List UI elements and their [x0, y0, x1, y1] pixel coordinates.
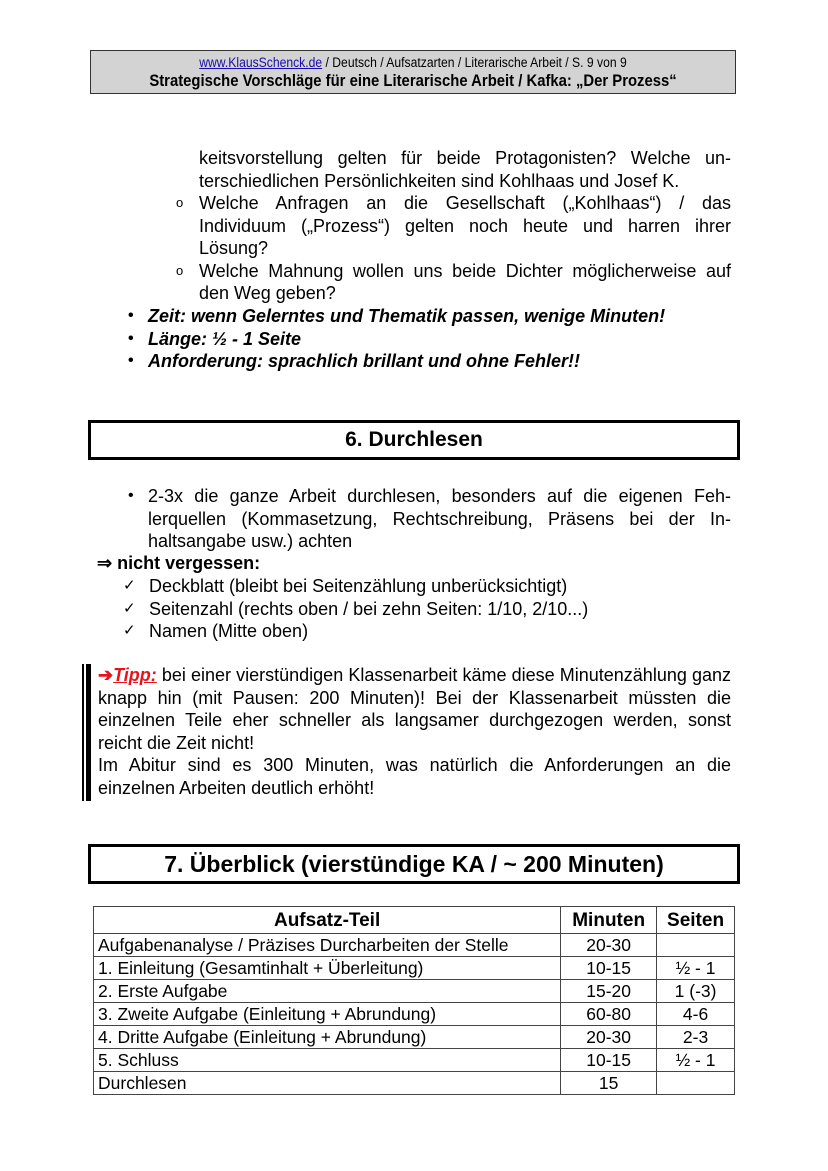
requirement-item	[128, 305, 738, 328]
tipp-border-thin	[82, 664, 84, 801]
table-row	[94, 934, 735, 957]
sub-list-item	[176, 260, 731, 305]
cell-pages: ½ - 1	[657, 957, 735, 980]
cell-part: 1. Einleitung (Gesamtinhalt + Überleitung)	[94, 957, 561, 980]
checklist-item	[123, 620, 588, 643]
red-arrow-icon: ➔	[98, 665, 114, 685]
cell-pages: 1 (-3)	[657, 980, 735, 1003]
table-row	[94, 1026, 735, 1049]
tipp-box	[98, 664, 731, 799]
implies-arrow-icon: ⇒	[97, 553, 113, 573]
tipp-text-abitur: Im Abitur sind es 300 Minuten, was natürlich die Anforderungen an die einzelnen Arbeiten deutlich erhöht!	[98, 755, 731, 798]
requirement-item	[128, 328, 738, 351]
checklist-text: Namen (Mitte oben)	[149, 621, 309, 641]
table-row	[94, 980, 735, 1003]
bullet-icon: •	[128, 329, 134, 347]
cell-minutes: 15-20	[561, 980, 657, 1003]
checklist-item	[123, 575, 588, 598]
sub-item-text: Welche Anfragen an die Gesellschaft („Kohlhaas“) / das Individuum („Prozess“) gelten noch heute und harren ihrer Lösung?	[199, 193, 731, 258]
circle-bullet-icon: o	[176, 195, 184, 210]
cell-part: 3. Zweite Aufgabe (Einleitung + Abrundung)	[94, 1003, 561, 1026]
column-header-minutes: Minuten	[561, 907, 657, 934]
bullet-icon: •	[128, 307, 134, 324]
proofread-line: haltsangabe usw.) achten	[148, 531, 353, 551]
checklist-text: Seitenzahl (rechts oben / bei zehn Seiten: 1/10, 2/10...)	[149, 598, 589, 619]
proofread-line: 2-3x die ganze Arbeit durchlesen, besonders auf die eigenen Feh-	[148, 486, 731, 506]
circle-bullet-icon: o	[176, 262, 184, 278]
table-row	[94, 1072, 735, 1095]
sub-item-text: Welche Mahnung wollen uns beide Dichter möglicherweise auf den Weg geben?	[199, 260, 731, 303]
checklist	[123, 575, 589, 643]
header-breadcrumb	[123, 55, 703, 71]
forget-label: nicht vergessen:	[117, 553, 261, 573]
proofread-item	[128, 485, 731, 553]
continued-line: keitsvorstellung gelten für beide Protagonisten? Welche un-	[199, 148, 731, 168]
cell-pages: 2-3	[657, 1026, 735, 1049]
cell-part: 5. Schluss	[94, 1049, 561, 1072]
checkmark-icon: ✓	[123, 622, 136, 639]
continued-line: terschiedlichen Persönlichkeiten sind Kohlhaas und Josef K.	[199, 170, 680, 191]
proofread-list	[128, 485, 731, 553]
forget-heading	[97, 552, 260, 575]
tipp-text: bei einer vierstündigen Klassenarbeit käme diese Minutenzählung ganz knapp hin (mit Pausen: 200 Minuten)! Bei der Klassenarbeit müssten die einzelnen Teile eher schneller als langsamer durchgezogen werden, sonst reicht die Zeit nicht!	[98, 665, 731, 753]
page-header	[90, 50, 736, 94]
column-header-pages: Seiten	[657, 907, 735, 934]
requirement-item	[128, 350, 738, 373]
section-heading-ueberblick: 7. Überblick (vierstündige KA / ~ 200 Minuten)	[88, 844, 740, 884]
table-row	[94, 957, 735, 980]
requirement-text: Länge: ½ - 1 Seite	[148, 328, 302, 349]
document-title: Strategische Vorschläge für eine Literarische Arbeit / Kafka: „Der Prozess“	[149, 72, 677, 90]
checkmark-icon: ✓	[123, 577, 136, 594]
checklist-item	[123, 598, 589, 621]
checklist-text: Deckblatt (bleibt bei Seitenzählung unberücksichtigt)	[149, 576, 568, 596]
bullet-icon: •	[128, 352, 134, 369]
column-header-part: Aufsatz-Teil	[94, 907, 561, 934]
checkmark-icon: ✓	[123, 599, 136, 617]
requirement-text: Anforderung: sprachlich brillant und ohne Fehler!!	[148, 351, 581, 371]
table-row	[94, 1003, 735, 1026]
overview-table	[93, 906, 735, 1095]
cell-pages	[657, 934, 735, 957]
bullet-icon: •	[128, 487, 134, 504]
breadcrumb-path: / Deutsch / Aufsatzarten / Literarische Arbeit / S. 9 von 9	[322, 55, 627, 70]
site-link[interactable]: www.KlausSchenck.de	[199, 55, 323, 70]
sub-list-item	[176, 192, 731, 260]
cell-minutes: 15	[561, 1072, 657, 1095]
continued-sub-list	[176, 147, 731, 305]
cell-minutes: 20-30	[561, 934, 657, 957]
section-heading-durchlesen: 6. Durchlesen	[88, 420, 740, 460]
cell-minutes: 10-15	[561, 957, 657, 980]
cell-part: Aufgabenanalyse / Präzises Durcharbeiten der Stelle	[94, 934, 561, 957]
cell-minutes: 20-30	[561, 1026, 657, 1049]
tipp-label: Tipp:	[113, 665, 157, 685]
cell-part: 4. Dritte Aufgabe (Einleitung + Abrundung)	[94, 1026, 561, 1049]
cell-part: 2. Erste Aufgabe	[94, 980, 561, 1003]
cell-pages: ½ - 1	[657, 1049, 735, 1072]
cell-minutes: 10-15	[561, 1049, 657, 1072]
requirement-text: Zeit: wenn Gelerntes und Thematik passen, wenige Minuten!	[148, 306, 666, 326]
cell-part: Durchlesen	[94, 1072, 561, 1095]
cell-pages	[657, 1072, 735, 1095]
cell-minutes: 60-80	[561, 1003, 657, 1026]
requirements-list	[128, 305, 738, 373]
table-row	[94, 1049, 735, 1072]
table-header-row	[94, 907, 735, 934]
proofread-line: lerquellen (Kommasetzung, Rechtschreibung, Präsens bei der In-	[148, 508, 731, 529]
tipp-border-thick	[86, 664, 91, 801]
cell-pages: 4-6	[657, 1003, 735, 1026]
